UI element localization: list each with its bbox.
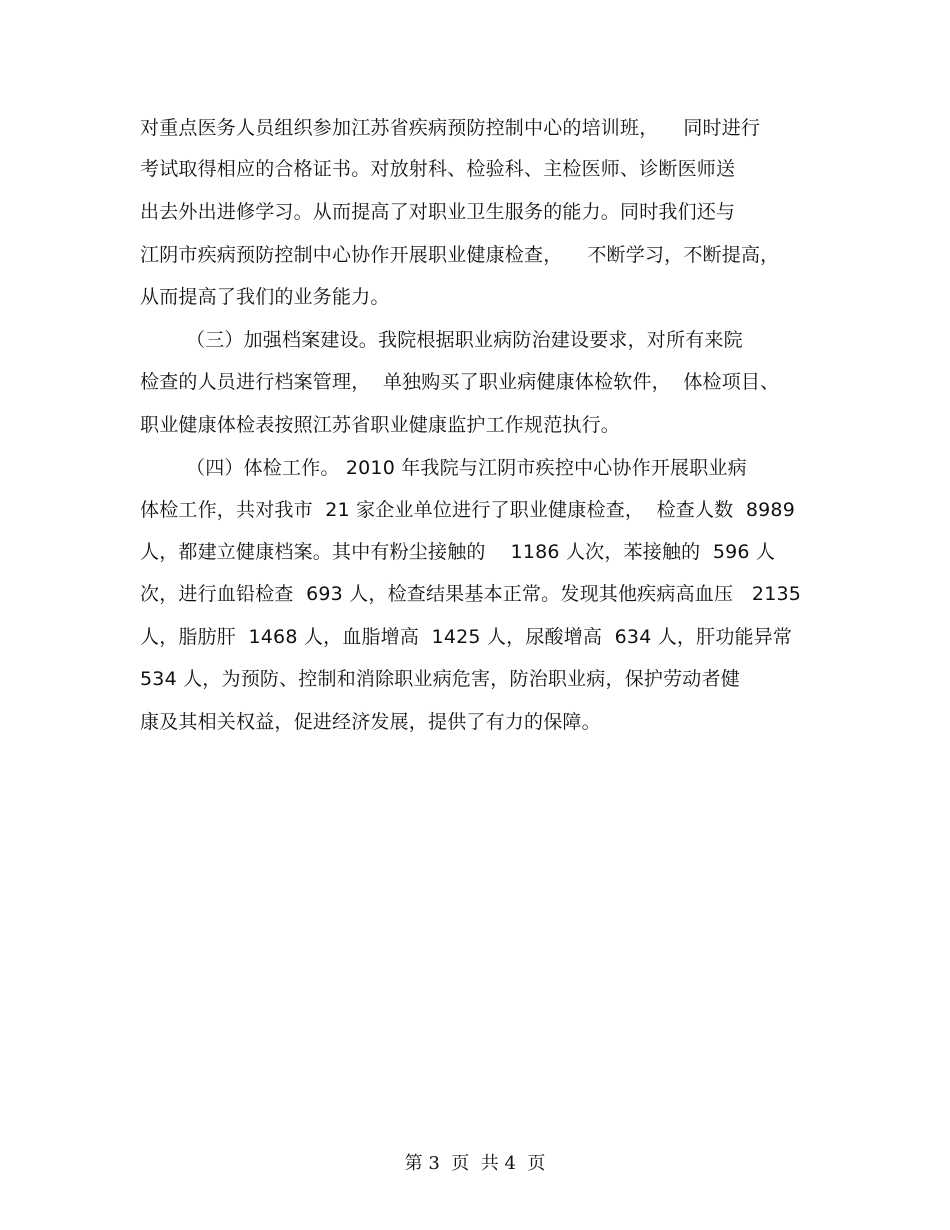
paragraph-line: 人，都建立健康档案。其中有粉尘接触的 1186 人次，苯接触的 596 人: [140, 541, 776, 563]
paragraph-line: 从而提高了我们的业务能力。: [140, 286, 390, 308]
paragraph-line: 考试取得相应的合格证书。对放射科、检验科、主检医师、诊断医师送: [140, 158, 736, 180]
paragraph-line: 对重点医务人员组织参加江苏省疾病预防控制中心的培训班， 同时进行: [140, 117, 761, 139]
paragraph-line: 职业健康体检表按照江苏省职业健康监护工作规范执行。: [140, 414, 621, 436]
paragraph-line: 534 人，为预防、控制和消除职业病危害，防治职业病，保护劳动者健: [140, 668, 740, 690]
paragraph-line: 次，进行血铅检查 693 人，检查结果基本正常。发现其他疾病高血压 2135: [140, 583, 802, 605]
paragraph-line: （三）加强档案建设。我院根据职业病防治建设要求，对所有来院: [186, 329, 743, 351]
paragraph-line: 检查的人员进行档案管理， 单独购买了职业病健康体检软件， 体检项目、: [140, 371, 780, 393]
paragraph-line: 出去外出进修学习。从而提高了对职业卫生服务的能力。同时我们还与: [140, 201, 736, 223]
page-number-footer: 第 3 页 共 4 页: [404, 1153, 546, 1174]
paragraph-line: 体检工作，共对我市 21 家企业单位进行了职业健康检查， 检查人数 8989: [140, 499, 796, 521]
paragraph-line: （四）体检工作。 2010 年我院与江阴市疾控中心协作开展职业病: [186, 457, 747, 479]
paragraph-line: 康及其相关权益，促进经济发展，提供了有力的保障。: [140, 711, 601, 733]
paragraph-line: 人，脂肪肝 1468 人，血脂增高 1425 人，尿酸增高 634 人，肝功能异常: [140, 626, 793, 648]
paragraph-line: 江阴市疾病预防控制中心协作开展职业健康检查， 不断学习，不断提高，: [140, 244, 780, 266]
